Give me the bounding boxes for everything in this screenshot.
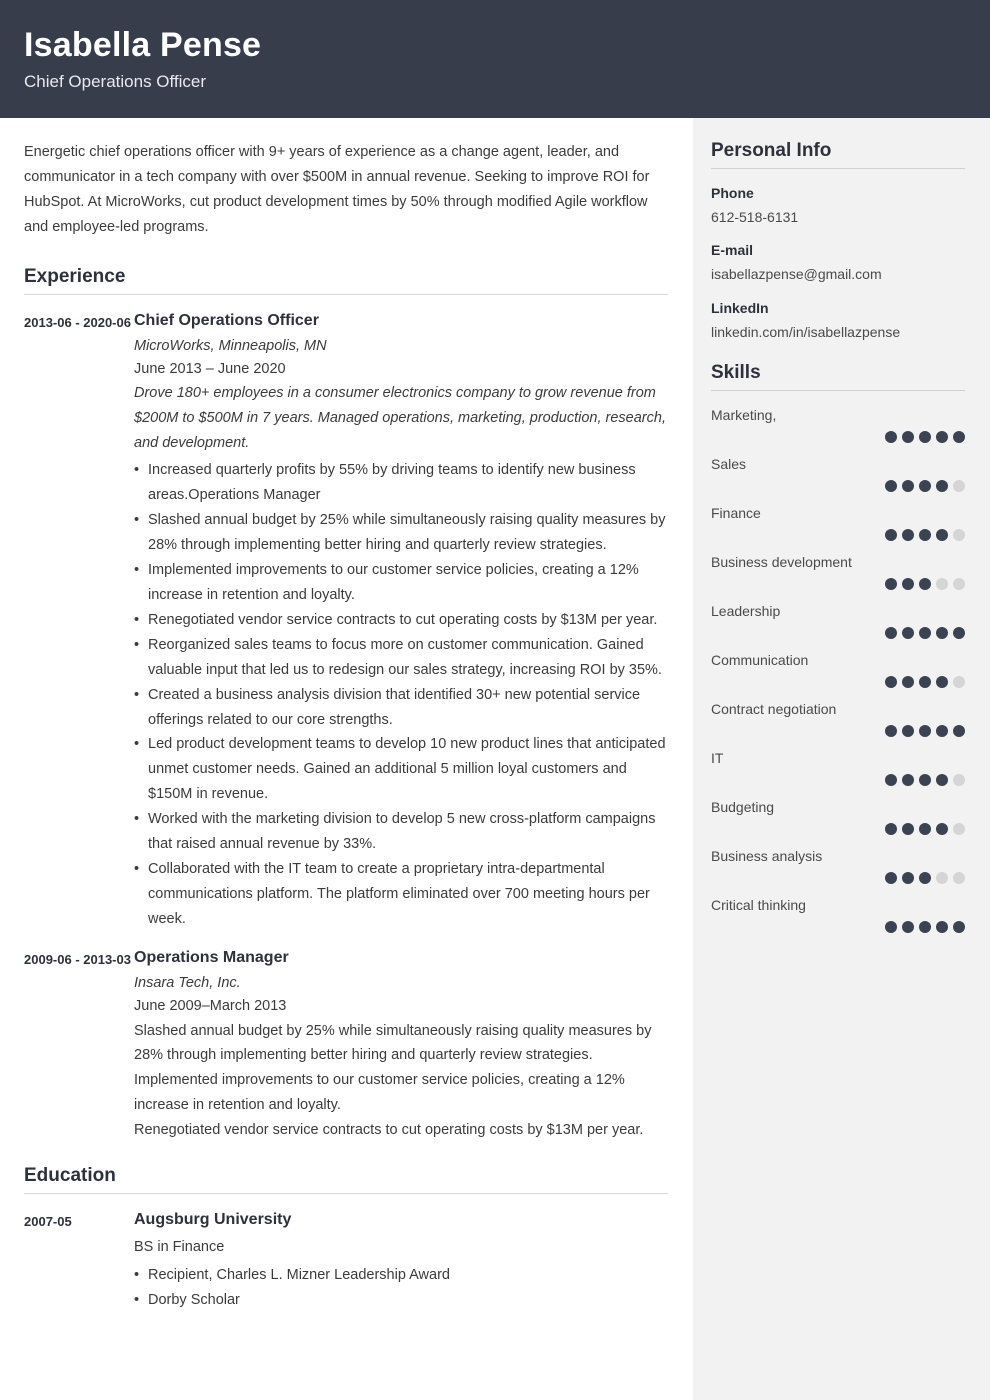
- skill-rating: [711, 480, 965, 492]
- experience-paragraphs: [134, 1019, 669, 1144]
- rating-dot-filled: [936, 725, 948, 737]
- rating-dot-filled: [936, 774, 948, 786]
- education-dates: 2007-05: [24, 1214, 72, 1230]
- experience-entry: [24, 309, 669, 932]
- list-item: • Collaborated with the IT team to create a proprietary intra-departmental communications platform. The platform eliminated over 700 meeting hours per week.: [134, 857, 669, 932]
- list-item: • Slashed annual budget by 25% while simultaneously raising quality measures by 28% through implementing better hiring and quarterly review strategies.: [134, 508, 669, 558]
- experience-heading: Experience: [24, 265, 126, 287]
- personal-info-divider: [711, 168, 965, 169]
- skill-row: [711, 650, 965, 688]
- skill-label: Critical thinking: [711, 896, 806, 913]
- skill-row: [711, 699, 965, 737]
- education-divider: [24, 1193, 668, 1194]
- rating-dot-filled: [885, 529, 897, 541]
- rating-dot-filled: [902, 627, 914, 639]
- rating-dot-filled: [885, 431, 897, 443]
- skill-label: Budgeting: [711, 798, 775, 815]
- candidate-name: Isabella Pense: [24, 26, 262, 64]
- education-heading: Education: [24, 1165, 116, 1187]
- experience-bullet-list: [134, 458, 669, 932]
- rating-dot-filled: [936, 823, 948, 835]
- experience-period: June 2013 – June 2020: [134, 361, 286, 378]
- rating-dot-filled: [902, 774, 914, 786]
- experience-entry: [24, 946, 669, 1143]
- skill-row: [711, 503, 965, 541]
- experience-paragraph: Renegotiated vendor service contracts to cut operating costs by $13M per year.: [134, 1122, 644, 1139]
- rating-dot-filled: [885, 774, 897, 786]
- skills-list: [711, 405, 965, 933]
- skill-row: [711, 748, 965, 786]
- skill-row: [711, 454, 965, 492]
- experience-description: Drove 180+ employees in a consumer electronics company to grow revenue from $200M to $500M in 7 years. Managed operations, marketing, production, research, and development.: [134, 385, 666, 452]
- rating-dot-filled: [919, 921, 931, 933]
- list-item: • Implemented improvements to our customer service policies, creating a 12% increase in retention and loyalty.: [134, 558, 669, 608]
- skills-heading: Skills: [711, 361, 761, 383]
- skill-row: [711, 846, 965, 884]
- experience-details: [134, 309, 669, 932]
- skill-rating: [711, 921, 965, 933]
- rating-dot-empty: [953, 578, 965, 590]
- rating-dot-filled: [902, 676, 914, 688]
- rating-dot-filled: [902, 823, 914, 835]
- list-item: • Created a business analysis division that identified 30+ new potential service offerings related to our core strengths.: [134, 683, 669, 733]
- rating-dot-empty: [953, 823, 965, 835]
- contact-label: LinkedIn: [711, 299, 769, 316]
- contact-label: Phone: [711, 185, 754, 201]
- rating-dot-empty: [953, 774, 965, 786]
- resume-header: [0, 0, 990, 118]
- skills-block: [711, 362, 965, 933]
- skill-rating: [711, 578, 965, 590]
- rating-dot-filled: [919, 774, 931, 786]
- contact-email: [711, 240, 965, 284]
- skill-rating: [711, 823, 965, 835]
- rating-dot-filled: [902, 431, 914, 443]
- contact-phone: [711, 183, 965, 227]
- education-details: [134, 1208, 669, 1313]
- contact-value[interactable]: linkedin.com/in/isabellazpense: [711, 323, 901, 340]
- skill-row: [711, 552, 965, 590]
- rating-dot-filled: [919, 431, 931, 443]
- rating-dot-filled: [919, 823, 931, 835]
- skill-row: [711, 797, 965, 835]
- experience-period: June 2009–March 2013: [134, 998, 287, 1015]
- skill-row: [711, 601, 965, 639]
- rating-dot-filled: [885, 823, 897, 835]
- rating-dot-filled: [885, 921, 897, 933]
- rating-dot-empty: [936, 872, 948, 884]
- experience-job-title: Chief Operations Officer: [134, 311, 319, 329]
- rating-dot-filled: [936, 921, 948, 933]
- skill-rating: [711, 725, 965, 737]
- rating-dot-filled: [919, 676, 931, 688]
- skill-rating: [711, 529, 965, 541]
- rating-dot-filled: [902, 578, 914, 590]
- skill-label: Communication: [711, 651, 809, 668]
- main-column: [0, 118, 693, 1400]
- rating-dot-empty: [953, 676, 965, 688]
- rating-dot-filled: [885, 627, 897, 639]
- rating-dot-filled: [919, 480, 931, 492]
- list-item: • Renegotiated vendor service contracts to cut operating costs by $13M per year.: [134, 608, 669, 633]
- education-entry: [24, 1208, 669, 1313]
- rating-dot-filled: [936, 431, 948, 443]
- rating-dot-filled: [936, 480, 948, 492]
- skill-rating: [711, 676, 965, 688]
- professional-summary: Energetic chief operations officer with 9+ years of experience as a change agent, leader, and communicator in a tech company with over $500M in annual revenue. Seeking to improve ROI for HubSpot. At MicroWorks, cut product development times by 50% through modified Agile workflow and employee-led programs.: [24, 144, 650, 235]
- experience-company: MicroWorks, Minneapolis, MN: [134, 337, 327, 354]
- rating-dot-filled: [902, 529, 914, 541]
- skill-label: Contract negotiation: [711, 700, 837, 717]
- experience-dates: 2013-06 - 2020-06: [24, 314, 131, 330]
- personal-info-heading: Personal Info: [711, 140, 832, 161]
- experience-details: [134, 946, 669, 1143]
- rating-dot-filled: [919, 725, 931, 737]
- rating-dot-filled: [919, 627, 931, 639]
- candidate-job-title: Chief Operations Officer: [24, 72, 207, 92]
- education-degree: BS in Finance: [134, 1239, 225, 1256]
- skill-label: Marketing,: [711, 406, 777, 423]
- list-item: • Recipient, Charles L. Mizner Leadership Award: [134, 1263, 669, 1288]
- skill-label: Business development: [711, 553, 852, 570]
- education-school: Augsburg University: [134, 1211, 292, 1229]
- rating-dot-empty: [953, 872, 965, 884]
- education-bullet-list: [134, 1263, 669, 1313]
- rating-dot-filled: [885, 676, 897, 688]
- rating-dot-empty: [953, 480, 965, 492]
- rating-dot-filled: [919, 529, 931, 541]
- skill-rating: [711, 774, 965, 786]
- rating-dot-filled: [953, 627, 965, 639]
- skill-rating: [711, 872, 965, 884]
- skills-divider: [711, 390, 965, 391]
- skill-label: Finance: [711, 504, 761, 521]
- rating-dot-empty: [953, 529, 965, 541]
- list-item: • Dorby Scholar: [134, 1288, 669, 1313]
- list-item: • Worked with the marketing division to develop 5 new cross-platform campaigns that raised annual revenue by 33%.: [134, 807, 669, 857]
- sidebar: [693, 118, 990, 1400]
- contact-linkedin: [711, 298, 965, 342]
- list-item: • Led product development teams to develop 10 new product lines that anticipated unmet customer needs. Gained an additional 5 million loyal customers and $150M in revenue.: [134, 732, 669, 807]
- rating-dot-filled: [953, 921, 965, 933]
- experience-section: [24, 266, 669, 1143]
- experience-paragraph: Slashed annual budget by 25% while simultaneously raising quality measures by 28% through implementing better hiring and quarterly review strategies.: [134, 1022, 652, 1064]
- skill-rating: [711, 431, 965, 443]
- rating-dot-filled: [936, 676, 948, 688]
- skill-row: [711, 895, 965, 933]
- skill-rating: [711, 627, 965, 639]
- contact-label: E-mail: [711, 242, 754, 259]
- experience-dates: 2009-06 - 2013-03: [24, 951, 131, 967]
- rating-dot-filled: [919, 578, 931, 590]
- rating-dot-filled: [885, 578, 897, 590]
- rating-dot-filled: [919, 872, 931, 884]
- list-item: • Increased quarterly profits by 55% by driving teams to identify new business areas.Operations Manager: [134, 458, 669, 508]
- rating-dot-filled: [902, 921, 914, 933]
- education-section: [24, 1165, 669, 1313]
- rating-dot-filled: [953, 431, 965, 443]
- resume-body: [0, 118, 990, 1400]
- contact-value[interactable]: 612-518-6131: [711, 209, 799, 225]
- rating-dot-filled: [885, 872, 897, 884]
- experience-job-title: Operations Manager: [134, 948, 289, 966]
- experience-divider: [24, 294, 668, 295]
- skill-label: IT: [711, 749, 724, 766]
- skill-label: Business analysis: [711, 847, 823, 864]
- rating-dot-filled: [885, 725, 897, 737]
- rating-dot-empty: [936, 578, 948, 590]
- skill-label: Sales: [711, 455, 747, 472]
- rating-dot-filled: [885, 480, 897, 492]
- rating-dot-filled: [936, 529, 948, 541]
- rating-dot-filled: [953, 725, 965, 737]
- rating-dot-filled: [936, 627, 948, 639]
- skill-label: Leadership: [711, 602, 781, 619]
- list-item: • Reorganized sales teams to focus more on customer communication. Gained valuable input that led us to redesign our sales strategy, increasing ROI by 35%.: [134, 633, 669, 683]
- experience-paragraph: Implemented improvements to our customer service policies, creating a 12% increase in retention and loyalty.: [134, 1072, 625, 1114]
- rating-dot-filled: [902, 725, 914, 737]
- rating-dot-filled: [902, 872, 914, 884]
- personal-info-block: [711, 140, 965, 342]
- contact-value[interactable]: isabellazpense@gmail.com: [711, 266, 882, 283]
- skill-row: [711, 405, 965, 443]
- rating-dot-filled: [902, 480, 914, 492]
- experience-company: Insara Tech, Inc.: [134, 975, 241, 992]
